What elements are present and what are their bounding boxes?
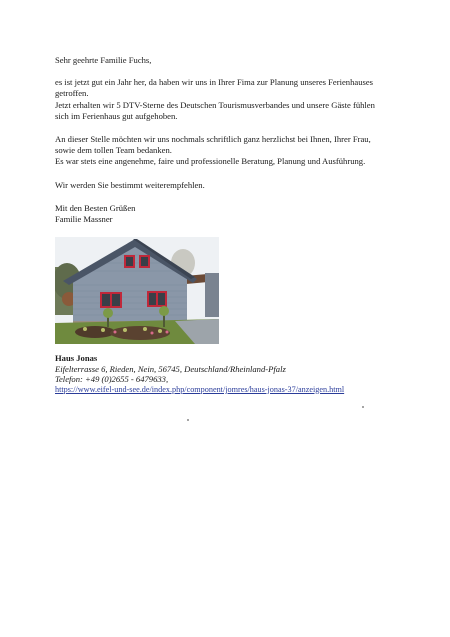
scan-speck [362,406,364,408]
signature: Familie Massner [55,214,113,225]
para1-line-2: getroffen. [55,88,89,99]
para2-line-3: Es war stets eine angenehme, faire und professionelle Beratung, Planung und Ausführung. [55,156,366,167]
letter-body [55,55,415,246]
contact-address: Eifelterrasse 6, Rieden, Nein, 56745, Deutschland/Rheinland-Pfalz [55,363,286,374]
contact-name: Haus Jonas [55,353,98,363]
para1-line-1: es ist jetzt gut ein Jahr her, da haben wir uns in Ihrer Fima zur Planung unseres Ferienhauses [55,77,374,88]
para1-line-3: Jetzt erhalten wir 5 DTV-Sterne des Deutschen Tourismusverbandes und unsere Gäste fühlen [55,99,375,110]
recommendation: Wir werden Sie bestimmt weiterempfehlen. [55,179,205,190]
para2-line-1: An dieser Stelle möchten wir uns nochmals schriftlich ganz herzlichst bei Ihnen, Ihrer Frau, [55,134,371,145]
contact-phone: Telefon: +49 (0)2655 - 6479633, [55,374,169,385]
contact-url-link[interactable]: https://www.eifel-und-see.de/index.php/component/jomres/haus-jonas-37/anzeigen.html [55,384,345,394]
closing: Mit den Besten Grüßen [55,202,136,213]
salutation: Sehr geehrte Familie Fuchs, [55,55,152,65]
scan-speck [187,419,189,421]
house-photo [55,237,219,344]
para1-line-4: sich im Ferienhaus gut aufgehoben. [55,110,178,121]
para2-line-2: sowie dem tollen Team bedanken. [55,145,172,156]
contact-block [55,353,415,395]
